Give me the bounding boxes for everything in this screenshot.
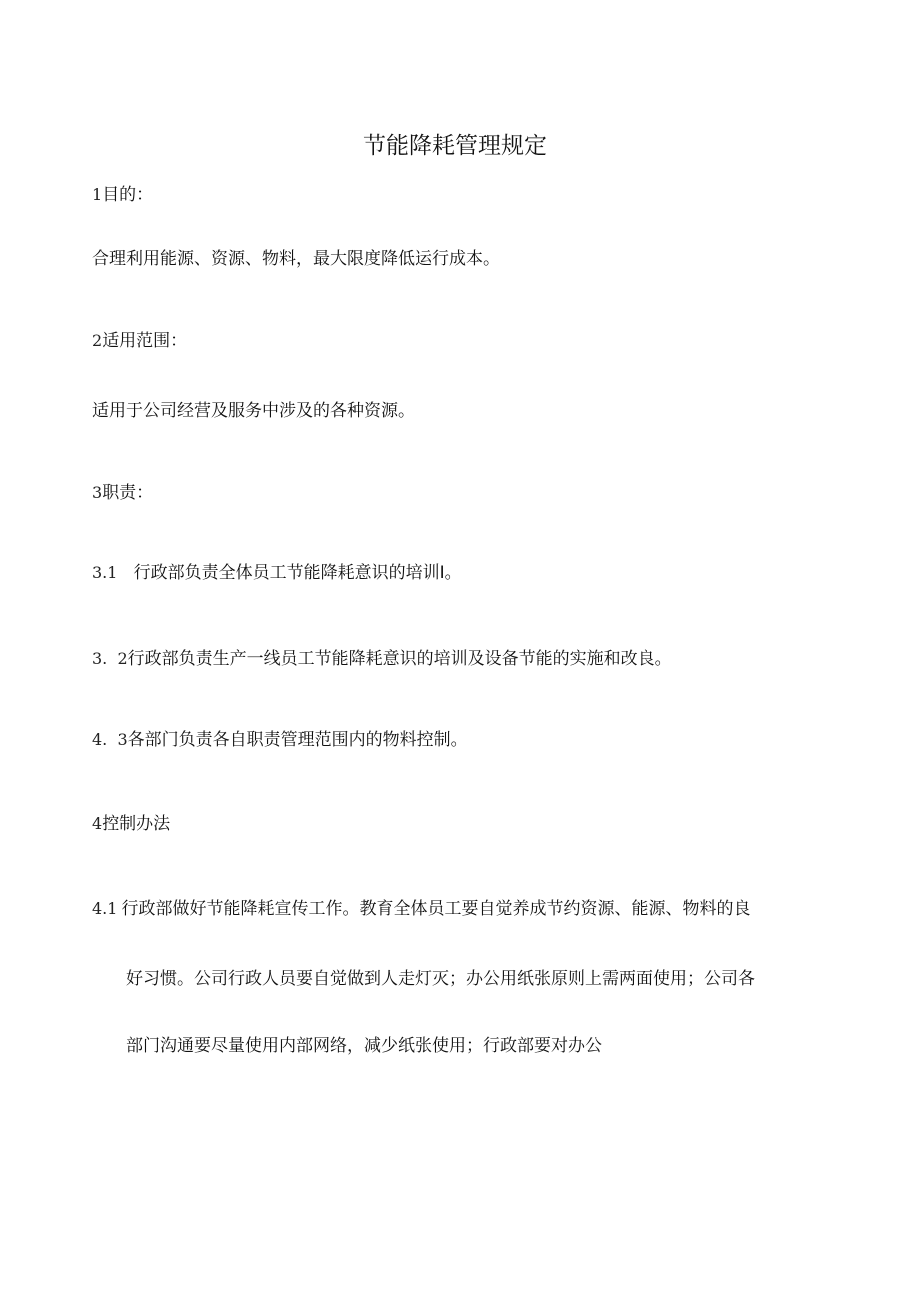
control-item-line-2: 好习惯。公司行政人员要自觉做到人走灯灭；办公用纸张原则上需两面使用；公司各 xyxy=(126,969,755,989)
section-heading: 适用范围： xyxy=(102,331,188,351)
section-heading: 职责： xyxy=(102,483,154,503)
document-title: 节能降耗管理规定 xyxy=(363,133,547,159)
control-item-number: 4.1 xyxy=(92,899,118,918)
duty-item-text: 行政部负责全体员工节能降耗意识的培训I。 xyxy=(133,563,462,583)
section-control-heading xyxy=(92,809,170,834)
duty-item-number: 3.1 xyxy=(92,563,128,582)
section-number: 2 xyxy=(92,331,103,350)
duty-item-number: 3. 2 xyxy=(92,649,128,668)
section-purpose-text: 合理利用能源、资源、物料，最大限度降低运行成本。 xyxy=(92,249,500,269)
duty-item-3 xyxy=(92,725,468,750)
control-item-line-3: 部门沟通要尽量使用内部网络，减少纸张使用；行政部要对办公 xyxy=(126,1036,602,1056)
section-scope-text: 适用于公司经营及服务中涉及的各种资源。 xyxy=(92,401,415,421)
section-number: 3 xyxy=(92,483,103,502)
control-item-line-1 xyxy=(92,894,750,919)
duty-item-text: 行政部负责生产一线员工节能降耗意识的培训及设备节能的实施和改良。 xyxy=(127,649,672,669)
section-heading: 目的： xyxy=(102,185,154,205)
section-purpose-heading xyxy=(92,180,153,205)
duty-item-1 xyxy=(92,558,462,583)
duty-item-2 xyxy=(92,644,672,669)
section-duties-heading xyxy=(92,478,153,503)
duty-item-number: 4. 3 xyxy=(92,730,128,749)
duty-item-text: 各部门负责各自职责管理范围内的物料控制。 xyxy=(127,730,468,750)
section-heading: 控制办法 xyxy=(102,814,171,834)
section-scope-heading xyxy=(92,326,187,351)
control-item-text: 行政部做好节能降耗宣传工作。教育全体员工要自觉养成节约资源、能源、物料的良 xyxy=(121,899,751,919)
section-number: 4 xyxy=(92,814,103,833)
section-number: 1 xyxy=(92,185,103,204)
